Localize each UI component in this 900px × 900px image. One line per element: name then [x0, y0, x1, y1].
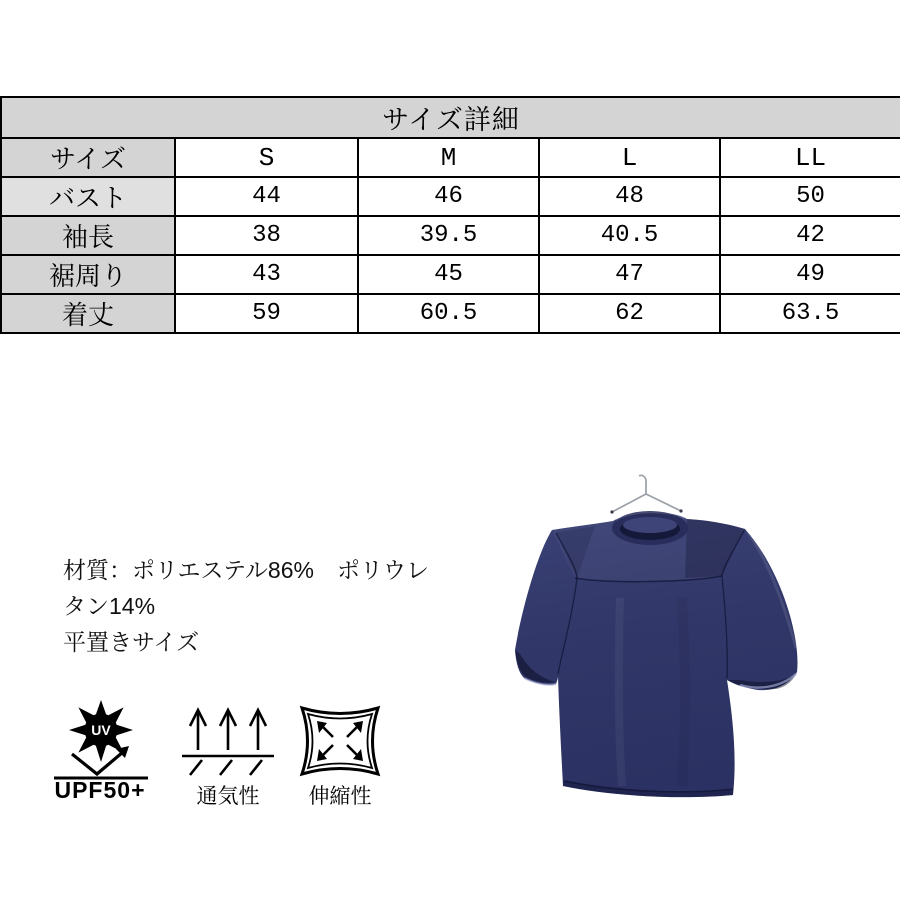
material-info	[63, 552, 483, 660]
flat-size-note: 平置きサイズ	[63, 629, 200, 655]
table-row-bust	[1, 177, 900, 216]
size-value-cell: 60.5	[358, 294, 539, 333]
size-corner-header: サイズ	[1, 138, 175, 177]
size-value-cell: 63.5	[720, 294, 900, 333]
table-row-sleeve	[1, 216, 900, 255]
row-label: 着丈	[1, 294, 175, 333]
uv-protection-icon	[48, 694, 154, 782]
table-header-row	[1, 138, 900, 177]
weave-slashes	[190, 760, 262, 775]
body-sheen	[619, 598, 622, 786]
size-col-header-l: L	[539, 138, 720, 177]
size-value-cell: 62	[539, 294, 720, 333]
row-label: 裾周り	[1, 255, 175, 294]
size-value-cell: 43	[175, 255, 358, 294]
size-value-cell: 38	[175, 216, 358, 255]
hanger-wire	[612, 475, 681, 512]
uv-protection-label: UPF50+	[54, 777, 146, 803]
size-value-cell: 47	[539, 255, 720, 294]
hanger-pin-left	[610, 510, 613, 513]
size-value-cell: 39.5	[358, 216, 539, 255]
table-title-row	[1, 97, 900, 138]
breathability-icon	[180, 704, 276, 778]
row-label: 袖長	[1, 216, 175, 255]
stretch-label: 伸縮性	[308, 785, 372, 808]
size-value-cell: 46	[358, 177, 539, 216]
tshirt-product-photo	[500, 468, 810, 808]
collar-inner-back	[623, 517, 677, 533]
table-row-length	[1, 294, 900, 333]
size-col-header-m: M	[358, 138, 539, 177]
table-row-hem	[1, 255, 900, 294]
row-label: バスト	[1, 177, 175, 216]
size-value-cell: 48	[539, 177, 720, 216]
size-value-cell: 40.5	[539, 216, 720, 255]
size-value-cell: 42	[720, 216, 900, 255]
size-value-cell: 50	[720, 177, 900, 216]
size-spec-table	[0, 96, 900, 334]
size-col-header-ll: LL	[720, 138, 900, 177]
uv-badge-text: UV	[91, 722, 111, 738]
size-value-cell: 49	[720, 255, 900, 294]
size-value-cell: 44	[175, 177, 358, 216]
up-arrows	[190, 710, 266, 750]
breathability-label: 通気性	[196, 785, 260, 808]
uv-bounce-arrow	[72, 752, 123, 774]
size-value-cell: 59	[175, 294, 358, 333]
stretch-arrows	[317, 721, 363, 761]
size-value-cell: 45	[358, 255, 539, 294]
material-line-2: タン14%	[63, 593, 156, 619]
stretch-icon	[296, 702, 384, 780]
hanger-pin-right	[679, 509, 682, 512]
table-title: サイズ詳細	[1, 97, 900, 138]
body-fold	[682, 598, 685, 786]
material-line-1: 材質：ポリエステル86% ポリウレ	[63, 557, 429, 583]
size-col-header-s: S	[175, 138, 358, 177]
